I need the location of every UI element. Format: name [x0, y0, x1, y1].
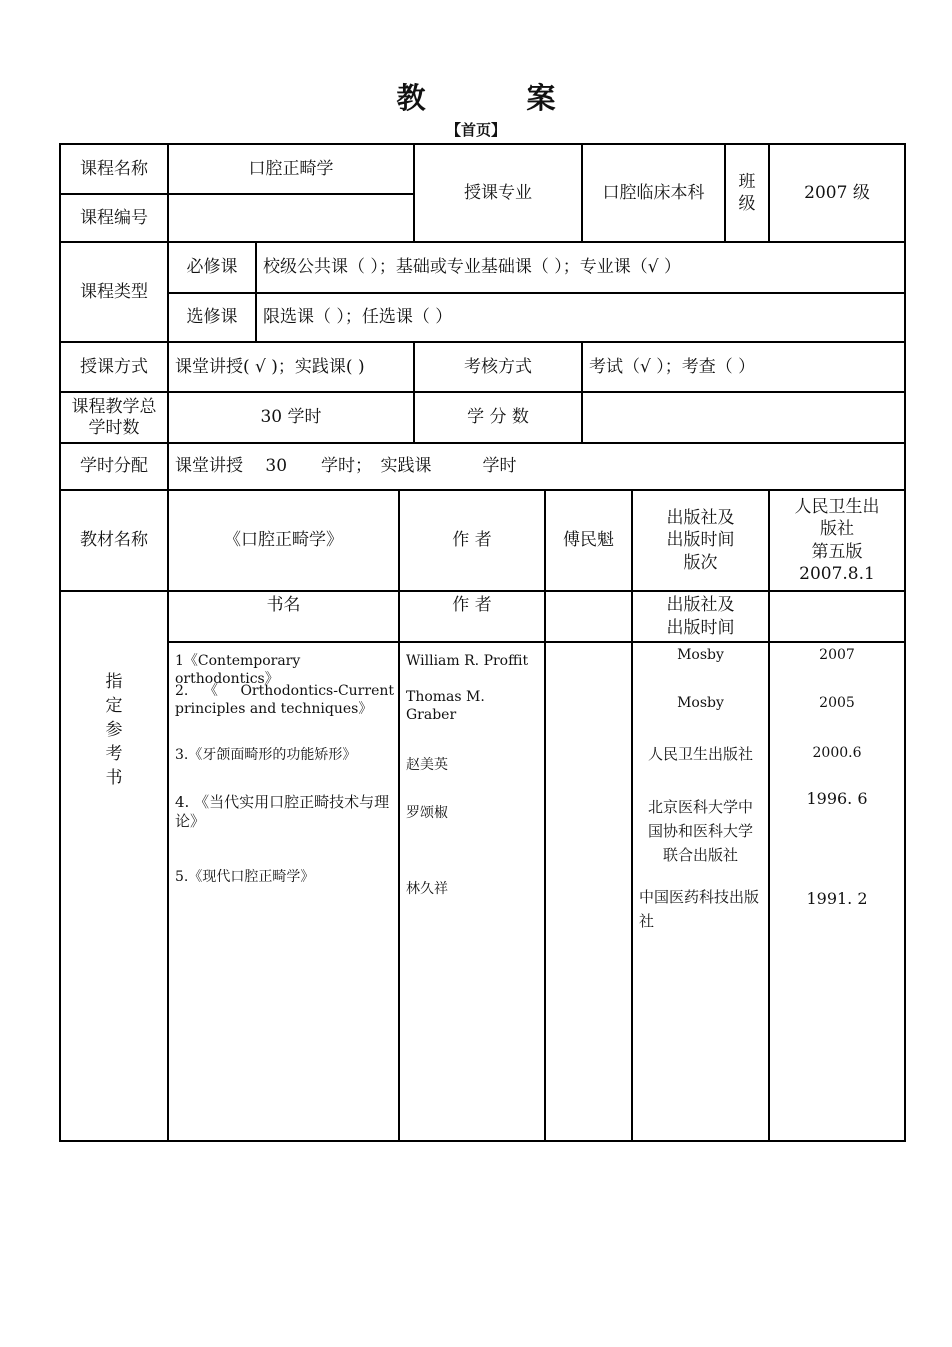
textbook-publisher-label: [632, 490, 769, 591]
publisher-line: 第五版: [811, 541, 863, 562]
assessment-value: 考试（√ ）；考查（ ）: [582, 342, 905, 392]
ref-authors-column: [399, 642, 545, 1141]
textbook-publisher: [769, 490, 905, 591]
ref-publisher: 中国医药科技出版社: [639, 888, 760, 930]
ref-publisher: 北京医科大学中国协和医科大学联合出版社: [647, 798, 753, 864]
ref-date-header: [769, 591, 905, 642]
publisher-line: 2007.8.1: [799, 563, 875, 584]
total-hours-label: 课程教学总学时数: [60, 392, 168, 443]
major-label: 授课专业: [414, 144, 582, 242]
course-code-value: [168, 194, 414, 242]
references-label: [60, 591, 168, 1141]
hour-distribution-label: 学时分配: [60, 443, 168, 490]
lesson-plan-table: [59, 143, 906, 1142]
ref-author: 罗颂椒: [406, 805, 448, 821]
ref-publisher-header: [632, 591, 769, 642]
publisher-label-line: 出版时间: [666, 530, 735, 551]
ref-date: 1991. 2: [806, 889, 868, 908]
ref-date: 2005: [819, 695, 855, 711]
ref-author: 赵美英: [406, 757, 448, 773]
ref-publisher: 人民卫生出版社: [647, 745, 753, 763]
references-label-char: 书: [105, 768, 123, 788]
course-code-label: 课程编号: [60, 194, 168, 242]
ref-title: 5.《现代口腔正畸学》: [175, 869, 315, 885]
elective-value: 限选课（ ）；任选课（ ）: [256, 293, 905, 342]
total-hours-value: 30 学时: [168, 392, 414, 443]
ref-author: 林久祥: [406, 881, 448, 897]
credits-value: [582, 392, 905, 443]
class-value: 2007 级: [769, 144, 905, 242]
assessment-label: 考核方式: [414, 342, 582, 392]
ref-date: 2000.6: [812, 745, 862, 761]
teaching-method-label: 授课方式: [60, 342, 168, 392]
course-type-label: 课程类型: [60, 242, 168, 342]
required-label: 必修课: [168, 242, 256, 293]
ref-publisher-header-line: 出版时间: [666, 617, 735, 638]
ref-date: 1996. 6: [806, 789, 868, 808]
ref-author: Thomas M. Graber: [406, 689, 485, 723]
ref-title: 1《Contemporary orthodontics》: [175, 653, 301, 687]
ref-author: William R. Proffit: [406, 653, 529, 669]
ref-publishers-column: [632, 642, 769, 1141]
ref-date: 2007: [819, 647, 855, 663]
publisher-label-line: 版次: [683, 552, 718, 573]
references-label-char: 参: [105, 720, 123, 740]
credits-label: 学 分 数: [414, 392, 582, 443]
publisher-line: 人民卫生出: [794, 497, 880, 518]
ref-titles-column: [168, 642, 399, 1141]
ref-publisher: Mosby: [677, 695, 724, 711]
ref-empty-header: [545, 591, 632, 642]
ref-book-header: 书名: [168, 591, 399, 642]
ref-title: 3.《牙颌面畸形的功能矫形》: [175, 747, 357, 763]
ref-title: 4. 《当代实用口腔正畸技术与理论》: [175, 793, 390, 830]
document-subtitle: 【首页】: [445, 121, 506, 139]
ref-author-header: 作 者: [399, 591, 545, 642]
class-label: 班 级: [725, 144, 769, 242]
references-label-char: 指: [105, 672, 123, 692]
teaching-method-value: 课堂讲授( √ )；实践课( ): [168, 342, 414, 392]
references-label-char: 定: [105, 696, 123, 716]
hour-distribution-value: 课堂讲授 30 学时； 实践课 学时: [168, 443, 905, 490]
textbook-name: 《口腔正畸学》: [168, 490, 399, 591]
textbook-label: 教材名称: [60, 490, 168, 591]
ref-empty-column: [545, 642, 632, 1141]
required-value: 校级公共课（ ）；基础或专业基础课（ ）；专业课（√ ）: [256, 242, 905, 293]
major-value: 口腔临床本科: [582, 144, 725, 242]
ref-publisher: Mosby: [677, 647, 724, 663]
references-label-char: 考: [105, 744, 123, 764]
ref-dates-column: [769, 642, 905, 1141]
course-name-value: 口腔正畸学: [168, 144, 414, 194]
elective-label: 选修课: [168, 293, 256, 342]
ref-title: 2. 《 Orthodontics-Current principles and techniques》: [175, 683, 394, 717]
document-title: 教 案: [396, 81, 592, 115]
textbook-author: 傅民魁: [545, 490, 632, 591]
course-name-label: 课程名称: [60, 144, 168, 194]
ref-publisher-header-line: 出版社及: [666, 595, 735, 615]
publisher-line: 版社: [820, 519, 854, 540]
publisher-label-line: 出版社及: [666, 508, 735, 529]
textbook-author-label: 作 者: [399, 490, 545, 591]
